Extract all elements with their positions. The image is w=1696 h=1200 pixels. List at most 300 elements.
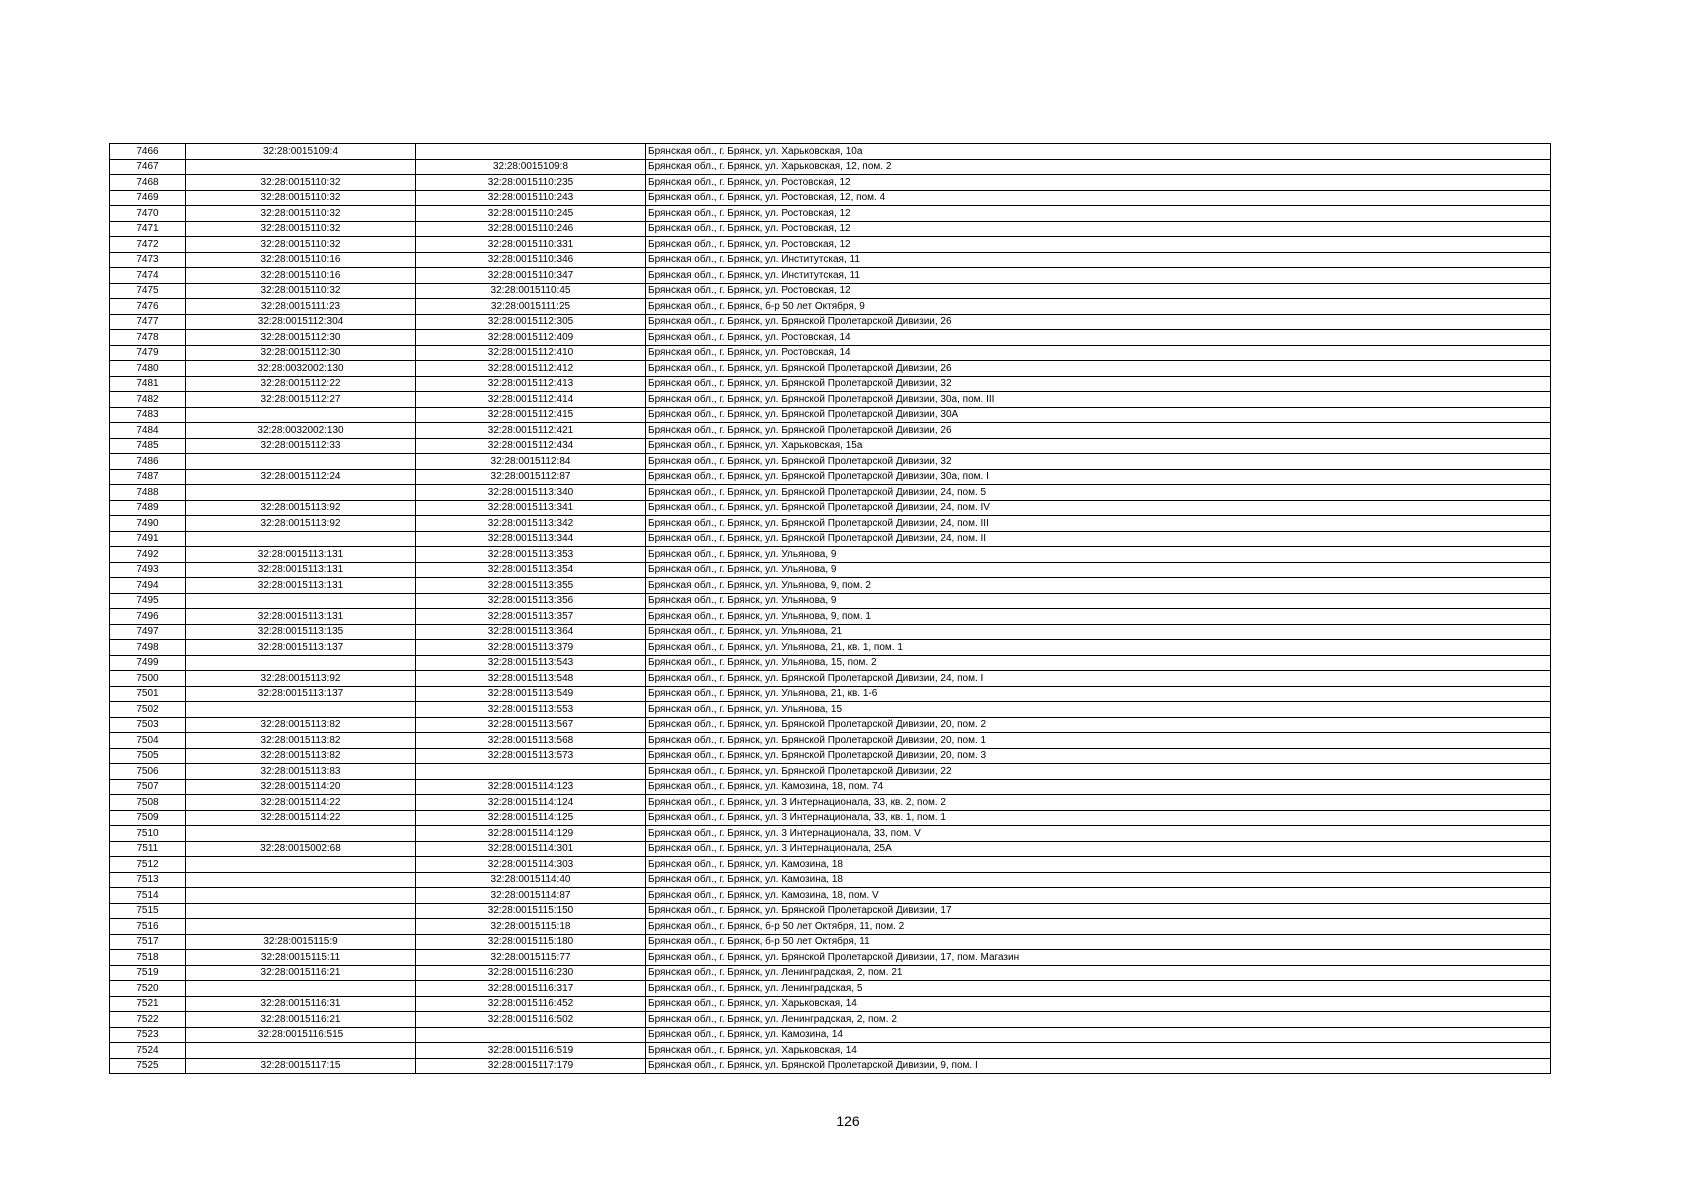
object-cadastral-number-cell: 32:28:0015114:129 — [416, 826, 646, 842]
address-cell: Брянская обл., г. Брянск, ул. Брянской Пролетарской Дивизии, 30а, пом. I — [646, 469, 1551, 485]
row-number-cell: 7522 — [110, 1012, 186, 1028]
row-number-cell: 7482 — [110, 392, 186, 408]
address-cell: Брянская обл., г. Брянск, б-р 50 лет Октября, 9 — [646, 299, 1551, 315]
row-number-cell: 7497 — [110, 624, 186, 640]
table-row — [110, 996, 1551, 1012]
row-number-cell: 7477 — [110, 314, 186, 330]
land-cadastral-number-cell: 32:28:0015002:68 — [186, 841, 416, 857]
object-cadastral-number-cell: 32:28:0015113:549 — [416, 686, 646, 702]
registry-table — [109, 143, 1551, 1074]
table-row — [110, 764, 1551, 780]
object-cadastral-number-cell: 32:28:0015112:412 — [416, 361, 646, 377]
address-cell: Брянская обл., г. Брянск, ул. Брянской Пролетарской Дивизии, 9, пом. I — [646, 1058, 1551, 1074]
table-row — [110, 640, 1551, 656]
row-number-cell: 7491 — [110, 531, 186, 547]
row-number-cell: 7479 — [110, 345, 186, 361]
address-cell: Брянская обл., г. Брянск, ул. Брянской Пролетарской Дивизии, 26 — [646, 361, 1551, 377]
address-cell: Брянская обл., г. Брянск, ул. Брянской Пролетарской Дивизии, 24, пом. IV — [646, 500, 1551, 516]
address-cell: Брянская обл., г. Брянск, б-р 50 лет Октября, 11 — [646, 934, 1551, 950]
object-cadastral-number-cell: 32:28:0015115:150 — [416, 903, 646, 919]
land-cadastral-number-cell — [186, 888, 416, 904]
object-cadastral-number-cell: 32:28:0015112:305 — [416, 314, 646, 330]
land-cadastral-number-cell: 32:28:0015113:82 — [186, 733, 416, 749]
address-cell: Брянская обл., г. Брянск, ул. Ростовская, 12 — [646, 237, 1551, 253]
row-number-cell: 7478 — [110, 330, 186, 346]
object-cadastral-number-cell: 32:28:0015112:414 — [416, 392, 646, 408]
land-cadastral-number-cell: 32:28:0015110:16 — [186, 268, 416, 284]
address-cell: Брянская обл., г. Брянск, ул. Ростовская, 12 — [646, 206, 1551, 222]
row-number-cell: 7525 — [110, 1058, 186, 1074]
table-row — [110, 516, 1551, 532]
object-cadastral-number-cell: 32:28:0015113:553 — [416, 702, 646, 718]
object-cadastral-number-cell: 32:28:0015112:413 — [416, 376, 646, 392]
object-cadastral-number-cell: 32:28:0015113:357 — [416, 609, 646, 625]
land-cadastral-number-cell: 32:28:0015116:515 — [186, 1027, 416, 1043]
row-number-cell: 7467 — [110, 159, 186, 175]
table-row — [110, 748, 1551, 764]
table-row — [110, 717, 1551, 733]
table-row — [110, 190, 1551, 206]
object-cadastral-number-cell: 32:28:0015115:180 — [416, 934, 646, 950]
land-cadastral-number-cell — [186, 485, 416, 501]
land-cadastral-number-cell: 32:28:0015113:137 — [186, 686, 416, 702]
row-number-cell: 7466 — [110, 144, 186, 160]
object-cadastral-number-cell: 32:28:0015112:415 — [416, 407, 646, 423]
table-row — [110, 857, 1551, 873]
table-row — [110, 702, 1551, 718]
table-row — [110, 438, 1551, 454]
row-number-cell: 7501 — [110, 686, 186, 702]
land-cadastral-number-cell: 32:28:0015110:32 — [186, 190, 416, 206]
address-cell: Брянская обл., г. Брянск, ул. Брянской Пролетарской Дивизии, 26 — [646, 314, 1551, 330]
address-cell: Брянская обл., г. Брянск, ул. Ростовская, 12, пом. 4 — [646, 190, 1551, 206]
address-cell: Брянская обл., г. Брянск, ул. Брянской Пролетарской Дивизии, 17 — [646, 903, 1551, 919]
address-cell: Брянская обл., г. Брянск, ул. Ленинградская, 2, пом. 2 — [646, 1012, 1551, 1028]
address-cell: Брянская обл., г. Брянск, ул. Ульянова, 9, пом. 2 — [646, 578, 1551, 594]
table-row — [110, 981, 1551, 997]
table-row — [110, 376, 1551, 392]
page-number: 126 — [836, 1113, 860, 1129]
address-cell: Брянская обл., г. Брянск, ул. Ульянова, 9 — [646, 593, 1551, 609]
object-cadastral-number-cell: 32:28:0015110:246 — [416, 221, 646, 237]
table-row — [110, 330, 1551, 346]
object-cadastral-number-cell: 32:28:0015113:548 — [416, 671, 646, 687]
land-cadastral-number-cell: 32:28:0015110:16 — [186, 252, 416, 268]
table-row — [110, 841, 1551, 857]
row-number-cell: 7506 — [110, 764, 186, 780]
address-cell: Брянская обл., г. Брянск, ул. Брянской Пролетарской Дивизии, 26 — [646, 423, 1551, 439]
land-cadastral-number-cell — [186, 857, 416, 873]
address-cell: Брянская обл., г. Брянск, ул. Институтская, 11 — [646, 252, 1551, 268]
land-cadastral-number-cell: 32:28:0015113:131 — [186, 547, 416, 563]
table-row — [110, 686, 1551, 702]
address-cell: Брянская обл., г. Брянск, ул. Ульянова, 15 — [646, 702, 1551, 718]
address-cell: Брянская обл., г. Брянск, ул. Брянской Пролетарской Дивизии, 20, пом. 1 — [646, 733, 1551, 749]
address-cell: Брянская обл., г. Брянск, ул. Камозина, 18, пом. 74 — [646, 779, 1551, 795]
land-cadastral-number-cell: 32:28:0015114:20 — [186, 779, 416, 795]
land-cadastral-number-cell: 32:28:0015110:32 — [186, 283, 416, 299]
table-row — [110, 578, 1551, 594]
table-row — [110, 221, 1551, 237]
object-cadastral-number-cell — [416, 764, 646, 780]
row-number-cell: 7524 — [110, 1043, 186, 1059]
land-cadastral-number-cell — [186, 454, 416, 470]
table-row — [110, 531, 1551, 547]
land-cadastral-number-cell — [186, 981, 416, 997]
land-cadastral-number-cell: 32:28:0015112:30 — [186, 345, 416, 361]
row-number-cell: 7505 — [110, 748, 186, 764]
object-cadastral-number-cell: 32:28:0015114:125 — [416, 810, 646, 826]
object-cadastral-number-cell: 32:28:0015113:364 — [416, 624, 646, 640]
table-row — [110, 795, 1551, 811]
land-cadastral-number-cell: 32:28:0015113:82 — [186, 717, 416, 733]
table-row — [110, 485, 1551, 501]
address-cell: Брянская обл., г. Брянск, ул. Харьковская, 12, пом. 2 — [646, 159, 1551, 175]
land-cadastral-number-cell: 32:28:0015109:4 — [186, 144, 416, 160]
address-cell: Брянская обл., г. Брянск, ул. Камозина, 18 — [646, 872, 1551, 888]
address-cell: Брянская обл., г. Брянск, ул. Ульянова, 9 — [646, 562, 1551, 578]
object-cadastral-number-cell: 32:28:0015112:434 — [416, 438, 646, 454]
table-row — [110, 407, 1551, 423]
table-row — [110, 810, 1551, 826]
land-cadastral-number-cell: 32:28:0015112:22 — [186, 376, 416, 392]
table-row — [110, 1043, 1551, 1059]
land-cadastral-number-cell: 32:28:0015113:131 — [186, 578, 416, 594]
object-cadastral-number-cell: 32:28:0015113:354 — [416, 562, 646, 578]
object-cadastral-number-cell: 32:28:0015110:45 — [416, 283, 646, 299]
table-row — [110, 919, 1551, 935]
table-row — [110, 950, 1551, 966]
address-cell: Брянская обл., г. Брянск, ул. Брянской Пролетарской Дивизии, 24, пом. III — [646, 516, 1551, 532]
address-cell: Брянская обл., г. Брянск, ул. Ульянова, 21, кв. 1, пом. 1 — [646, 640, 1551, 656]
table-row — [110, 562, 1551, 578]
table-row — [110, 299, 1551, 315]
address-cell: Брянская обл., г. Брянск, ул. Харьковская, 14 — [646, 1043, 1551, 1059]
row-number-cell: 7489 — [110, 500, 186, 516]
object-cadastral-number-cell: 32:28:0015113:379 — [416, 640, 646, 656]
object-cadastral-number-cell: 32:28:0015112:421 — [416, 423, 646, 439]
address-cell: Брянская обл., г. Брянск, ул. Брянской Пролетарской Дивизии, 30а, пом. III — [646, 392, 1551, 408]
row-number-cell: 7486 — [110, 454, 186, 470]
address-cell: Брянская обл., г. Брянск, ул. 3 Интернационала, 33, кв. 1, пом. 1 — [646, 810, 1551, 826]
address-cell: Брянская обл., г. Брянск, ул. Ростовская, 14 — [646, 330, 1551, 346]
object-cadastral-number-cell: 32:28:0015113:353 — [416, 547, 646, 563]
land-cadastral-number-cell — [186, 826, 416, 842]
table-row — [110, 361, 1551, 377]
table-row — [110, 888, 1551, 904]
object-cadastral-number-cell: 32:28:0015113:573 — [416, 748, 646, 764]
land-cadastral-number-cell — [186, 593, 416, 609]
address-cell: Брянская обл., г. Брянск, ул. Институтская, 11 — [646, 268, 1551, 284]
land-cadastral-number-cell — [186, 655, 416, 671]
object-cadastral-number-cell: 32:28:0015116:317 — [416, 981, 646, 997]
row-number-cell: 7488 — [110, 485, 186, 501]
object-cadastral-number-cell: 32:28:0015113:568 — [416, 733, 646, 749]
object-cadastral-number-cell: 32:28:0015113:356 — [416, 593, 646, 609]
address-cell: Брянская обл., г. Брянск, ул. 3 Интернационала, 33, пом. V — [646, 826, 1551, 842]
object-cadastral-number-cell: 32:28:0015112:84 — [416, 454, 646, 470]
table-row — [110, 500, 1551, 516]
address-cell: Брянская обл., г. Брянск, ул. Брянской Пролетарской Дивизии, 32 — [646, 376, 1551, 392]
object-cadastral-number-cell: 32:28:0015111:25 — [416, 299, 646, 315]
object-cadastral-number-cell: 32:28:0015113:543 — [416, 655, 646, 671]
land-cadastral-number-cell: 32:28:0015110:32 — [186, 237, 416, 253]
address-cell: Брянская обл., г. Брянск, ул. Ленинградская, 2, пом. 21 — [646, 965, 1551, 981]
row-number-cell: 7483 — [110, 407, 186, 423]
object-cadastral-number-cell: 32:28:0015115:77 — [416, 950, 646, 966]
object-cadastral-number-cell: 32:28:0015114:123 — [416, 779, 646, 795]
row-number-cell: 7507 — [110, 779, 186, 795]
row-number-cell: 7475 — [110, 283, 186, 299]
address-cell: Брянская обл., г. Брянск, ул. Брянской Пролетарской Дивизии, 32 — [646, 454, 1551, 470]
row-number-cell: 7520 — [110, 981, 186, 997]
land-cadastral-number-cell — [186, 903, 416, 919]
row-number-cell: 7515 — [110, 903, 186, 919]
address-cell: Брянская обл., г. Брянск, ул. 3 Интернационала, 33, кв. 2, пом. 2 — [646, 795, 1551, 811]
table-row — [110, 547, 1551, 563]
table-row — [110, 903, 1551, 919]
address-cell: Брянская обл., г. Брянск, ул. Камозина, 14 — [646, 1027, 1551, 1043]
object-cadastral-number-cell: 32:28:0015114:87 — [416, 888, 646, 904]
row-number-cell: 7513 — [110, 872, 186, 888]
land-cadastral-number-cell: 32:28:0015117:15 — [186, 1058, 416, 1074]
table-row — [110, 237, 1551, 253]
address-cell: Брянская обл., г. Брянск, ул. Брянской Пролетарской Дивизии, 17, пом. Магазин — [646, 950, 1551, 966]
row-number-cell: 7471 — [110, 221, 186, 237]
table-row — [110, 159, 1551, 175]
object-cadastral-number-cell: 32:28:0015110:331 — [416, 237, 646, 253]
object-cadastral-number-cell: 32:28:0015112:410 — [416, 345, 646, 361]
address-cell: Брянская обл., г. Брянск, ул. Брянской Пролетарской Дивизии, 24, пом. 5 — [646, 485, 1551, 501]
land-cadastral-number-cell: 32:28:0015113:131 — [186, 609, 416, 625]
table-row — [110, 1012, 1551, 1028]
row-number-cell: 7516 — [110, 919, 186, 935]
object-cadastral-number-cell: 32:28:0015113:341 — [416, 500, 646, 516]
table-row — [110, 965, 1551, 981]
land-cadastral-number-cell: 32:28:0015112:33 — [186, 438, 416, 454]
address-cell: Брянская обл., г. Брянск, ул. Харьковская, 15а — [646, 438, 1551, 454]
row-number-cell: 7481 — [110, 376, 186, 392]
row-number-cell: 7476 — [110, 299, 186, 315]
row-number-cell: 7474 — [110, 268, 186, 284]
land-cadastral-number-cell: 32:28:0015113:92 — [186, 500, 416, 516]
object-cadastral-number-cell: 32:28:0015113:567 — [416, 717, 646, 733]
table-row — [110, 609, 1551, 625]
row-number-cell: 7496 — [110, 609, 186, 625]
table-row — [110, 345, 1551, 361]
object-cadastral-number-cell — [416, 1027, 646, 1043]
object-cadastral-number-cell: 32:28:0015109:8 — [416, 159, 646, 175]
object-cadastral-number-cell: 32:28:0015114:124 — [416, 795, 646, 811]
land-cadastral-number-cell: 32:28:0015116:21 — [186, 1012, 416, 1028]
land-cadastral-number-cell: 32:28:0015112:27 — [186, 392, 416, 408]
address-cell: Брянская обл., г. Брянск, ул. Харьковская, 14 — [646, 996, 1551, 1012]
land-cadastral-number-cell: 32:28:0015113:92 — [186, 671, 416, 687]
table-row — [110, 314, 1551, 330]
object-cadastral-number-cell: 32:28:0015110:245 — [416, 206, 646, 222]
object-cadastral-number-cell: 32:28:0015112:87 — [416, 469, 646, 485]
address-cell: Брянская обл., г. Брянск, ул. Брянской Пролетарской Дивизии, 22 — [646, 764, 1551, 780]
row-number-cell: 7493 — [110, 562, 186, 578]
object-cadastral-number-cell: 32:28:0015113:340 — [416, 485, 646, 501]
land-cadastral-number-cell: 32:28:0015113:83 — [186, 764, 416, 780]
land-cadastral-number-cell — [186, 702, 416, 718]
address-cell: Брянская обл., г. Брянск, ул. Брянской Пролетарской Дивизии, 30А — [646, 407, 1551, 423]
address-cell: Брянская обл., г. Брянск, ул. Ленинградская, 5 — [646, 981, 1551, 997]
object-cadastral-number-cell: 32:28:0015110:347 — [416, 268, 646, 284]
table-row — [110, 252, 1551, 268]
row-number-cell: 7472 — [110, 237, 186, 253]
object-cadastral-number-cell: 32:28:0015116:452 — [416, 996, 646, 1012]
table-row — [110, 593, 1551, 609]
land-cadastral-number-cell — [186, 919, 416, 935]
land-cadastral-number-cell: 32:28:0015115:9 — [186, 934, 416, 950]
table-row — [110, 175, 1551, 191]
row-number-cell: 7509 — [110, 810, 186, 826]
address-cell: Брянская обл., г. Брянск, ул. Камозина, 18 — [646, 857, 1551, 873]
table-row — [110, 1058, 1551, 1074]
address-cell: Брянская обл., г. Брянск, ул. Ростовская, 12 — [646, 221, 1551, 237]
table-row — [110, 423, 1551, 439]
row-number-cell: 7499 — [110, 655, 186, 671]
object-cadastral-number-cell: 32:28:0015117:179 — [416, 1058, 646, 1074]
land-cadastral-number-cell: 32:28:0015112:304 — [186, 314, 416, 330]
table-row — [110, 392, 1551, 408]
land-cadastral-number-cell — [186, 872, 416, 888]
address-cell: Брянская обл., г. Брянск, ул. Ульянова, 21, кв. 1-6 — [646, 686, 1551, 702]
land-cadastral-number-cell — [186, 159, 416, 175]
row-number-cell: 7500 — [110, 671, 186, 687]
object-cadastral-number-cell: 32:28:0015115:18 — [416, 919, 646, 935]
land-cadastral-number-cell — [186, 407, 416, 423]
land-cadastral-number-cell: 32:28:0015110:32 — [186, 221, 416, 237]
row-number-cell: 7511 — [110, 841, 186, 857]
land-cadastral-number-cell: 32:28:0015116:31 — [186, 996, 416, 1012]
object-cadastral-number-cell: 32:28:0015116:519 — [416, 1043, 646, 1059]
object-cadastral-number-cell: 32:28:0015113:355 — [416, 578, 646, 594]
row-number-cell: 7521 — [110, 996, 186, 1012]
table-row — [110, 469, 1551, 485]
row-number-cell: 7473 — [110, 252, 186, 268]
table-row — [110, 733, 1551, 749]
object-cadastral-number-cell: 32:28:0015114:303 — [416, 857, 646, 873]
row-number-cell: 7519 — [110, 965, 186, 981]
address-cell: Брянская обл., г. Брянск, ул. Ульянова, 21 — [646, 624, 1551, 640]
object-cadastral-number-cell: 32:28:0015114:40 — [416, 872, 646, 888]
row-number-cell: 7518 — [110, 950, 186, 966]
address-cell: Брянская обл., г. Брянск, ул. Брянской Пролетарской Дивизии, 24, пом. I — [646, 671, 1551, 687]
land-cadastral-number-cell: 32:28:0015113:92 — [186, 516, 416, 532]
row-number-cell: 7485 — [110, 438, 186, 454]
address-cell: Брянская обл., г. Брянск, ул. Ростовская, 12 — [646, 175, 1551, 191]
object-cadastral-number-cell: 32:28:0015110:235 — [416, 175, 646, 191]
land-cadastral-number-cell: 32:28:0015112:24 — [186, 469, 416, 485]
land-cadastral-number-cell — [186, 1043, 416, 1059]
table-row — [110, 206, 1551, 222]
row-number-cell: 7494 — [110, 578, 186, 594]
address-cell: Брянская обл., г. Брянск, ул. Брянской Пролетарской Дивизии, 24, пом. II — [646, 531, 1551, 547]
row-number-cell: 7498 — [110, 640, 186, 656]
row-number-cell: 7470 — [110, 206, 186, 222]
land-cadastral-number-cell: 32:28:0032002:130 — [186, 423, 416, 439]
address-cell: Брянская обл., г. Брянск, ул. Ростовская, 14 — [646, 345, 1551, 361]
object-cadastral-number-cell: 32:28:0015116:502 — [416, 1012, 646, 1028]
address-cell: Брянская обл., г. Брянск, ул. Харьковская, 10а — [646, 144, 1551, 160]
table-row — [110, 655, 1551, 671]
land-cadastral-number-cell: 32:28:0015112:30 — [186, 330, 416, 346]
row-number-cell: 7510 — [110, 826, 186, 842]
land-cadastral-number-cell: 32:28:0015116:21 — [186, 965, 416, 981]
row-number-cell: 7468 — [110, 175, 186, 191]
row-number-cell: 7514 — [110, 888, 186, 904]
land-cadastral-number-cell — [186, 531, 416, 547]
table-row — [110, 934, 1551, 950]
land-cadastral-number-cell: 32:28:0015113:135 — [186, 624, 416, 640]
land-cadastral-number-cell: 32:28:0015113:131 — [186, 562, 416, 578]
object-cadastral-number-cell: 32:28:0015114:301 — [416, 841, 646, 857]
table-row — [110, 624, 1551, 640]
object-cadastral-number-cell: 32:28:0015110:243 — [416, 190, 646, 206]
address-cell: Брянская обл., г. Брянск, ул. Брянской Пролетарской Дивизии, 20, пом. 2 — [646, 717, 1551, 733]
address-cell: Брянская обл., г. Брянск, ул. Ростовская, 12 — [646, 283, 1551, 299]
land-cadastral-number-cell: 32:28:0015115:11 — [186, 950, 416, 966]
table-row — [110, 283, 1551, 299]
table-row — [110, 872, 1551, 888]
row-number-cell: 7504 — [110, 733, 186, 749]
object-cadastral-number-cell — [416, 144, 646, 160]
address-cell: Брянская обл., г. Брянск, ул. 3 Интернационала, 25А — [646, 841, 1551, 857]
row-number-cell: 7495 — [110, 593, 186, 609]
object-cadastral-number-cell: 32:28:0015110:346 — [416, 252, 646, 268]
row-number-cell: 7469 — [110, 190, 186, 206]
land-cadastral-number-cell: 32:28:0015110:32 — [186, 175, 416, 191]
land-cadastral-number-cell: 32:28:0015111:23 — [186, 299, 416, 315]
address-cell: Брянская обл., г. Брянск, ул. Ульянова, 15, пом. 2 — [646, 655, 1551, 671]
row-number-cell: 7484 — [110, 423, 186, 439]
land-cadastral-number-cell: 32:28:0015114:22 — [186, 810, 416, 826]
land-cadastral-number-cell: 32:28:0015110:32 — [186, 206, 416, 222]
row-number-cell: 7480 — [110, 361, 186, 377]
registry-table-body — [110, 144, 1551, 1074]
object-cadastral-number-cell: 32:28:0015113:344 — [416, 531, 646, 547]
object-cadastral-number-cell: 32:28:0015113:342 — [416, 516, 646, 532]
row-number-cell: 7508 — [110, 795, 186, 811]
object-cadastral-number-cell: 32:28:0015116:230 — [416, 965, 646, 981]
land-cadastral-number-cell: 32:28:0015113:82 — [186, 748, 416, 764]
row-number-cell: 7502 — [110, 702, 186, 718]
table-row — [110, 454, 1551, 470]
table-row — [110, 144, 1551, 160]
land-cadastral-number-cell: 32:28:0015113:137 — [186, 640, 416, 656]
row-number-cell: 7517 — [110, 934, 186, 950]
address-cell: Брянская обл., г. Брянск, ул. Камозина, 18, пом. V — [646, 888, 1551, 904]
table-row — [110, 268, 1551, 284]
table-row — [110, 671, 1551, 687]
row-number-cell: 7503 — [110, 717, 186, 733]
address-cell: Брянская обл., г. Брянск, б-р 50 лет Октября, 11, пом. 2 — [646, 919, 1551, 935]
address-cell: Брянская обл., г. Брянск, ул. Ульянова, 9, пом. 1 — [646, 609, 1551, 625]
land-cadastral-number-cell: 32:28:0032002:130 — [186, 361, 416, 377]
table-row — [110, 826, 1551, 842]
row-number-cell: 7490 — [110, 516, 186, 532]
land-cadastral-number-cell: 32:28:0015114:22 — [186, 795, 416, 811]
table-row — [110, 1027, 1551, 1043]
row-number-cell: 7492 — [110, 547, 186, 563]
row-number-cell: 7512 — [110, 857, 186, 873]
address-cell: Брянская обл., г. Брянск, ул. Брянской Пролетарской Дивизии, 20, пом. 3 — [646, 748, 1551, 764]
table-row — [110, 779, 1551, 795]
object-cadastral-number-cell: 32:28:0015112:409 — [416, 330, 646, 346]
